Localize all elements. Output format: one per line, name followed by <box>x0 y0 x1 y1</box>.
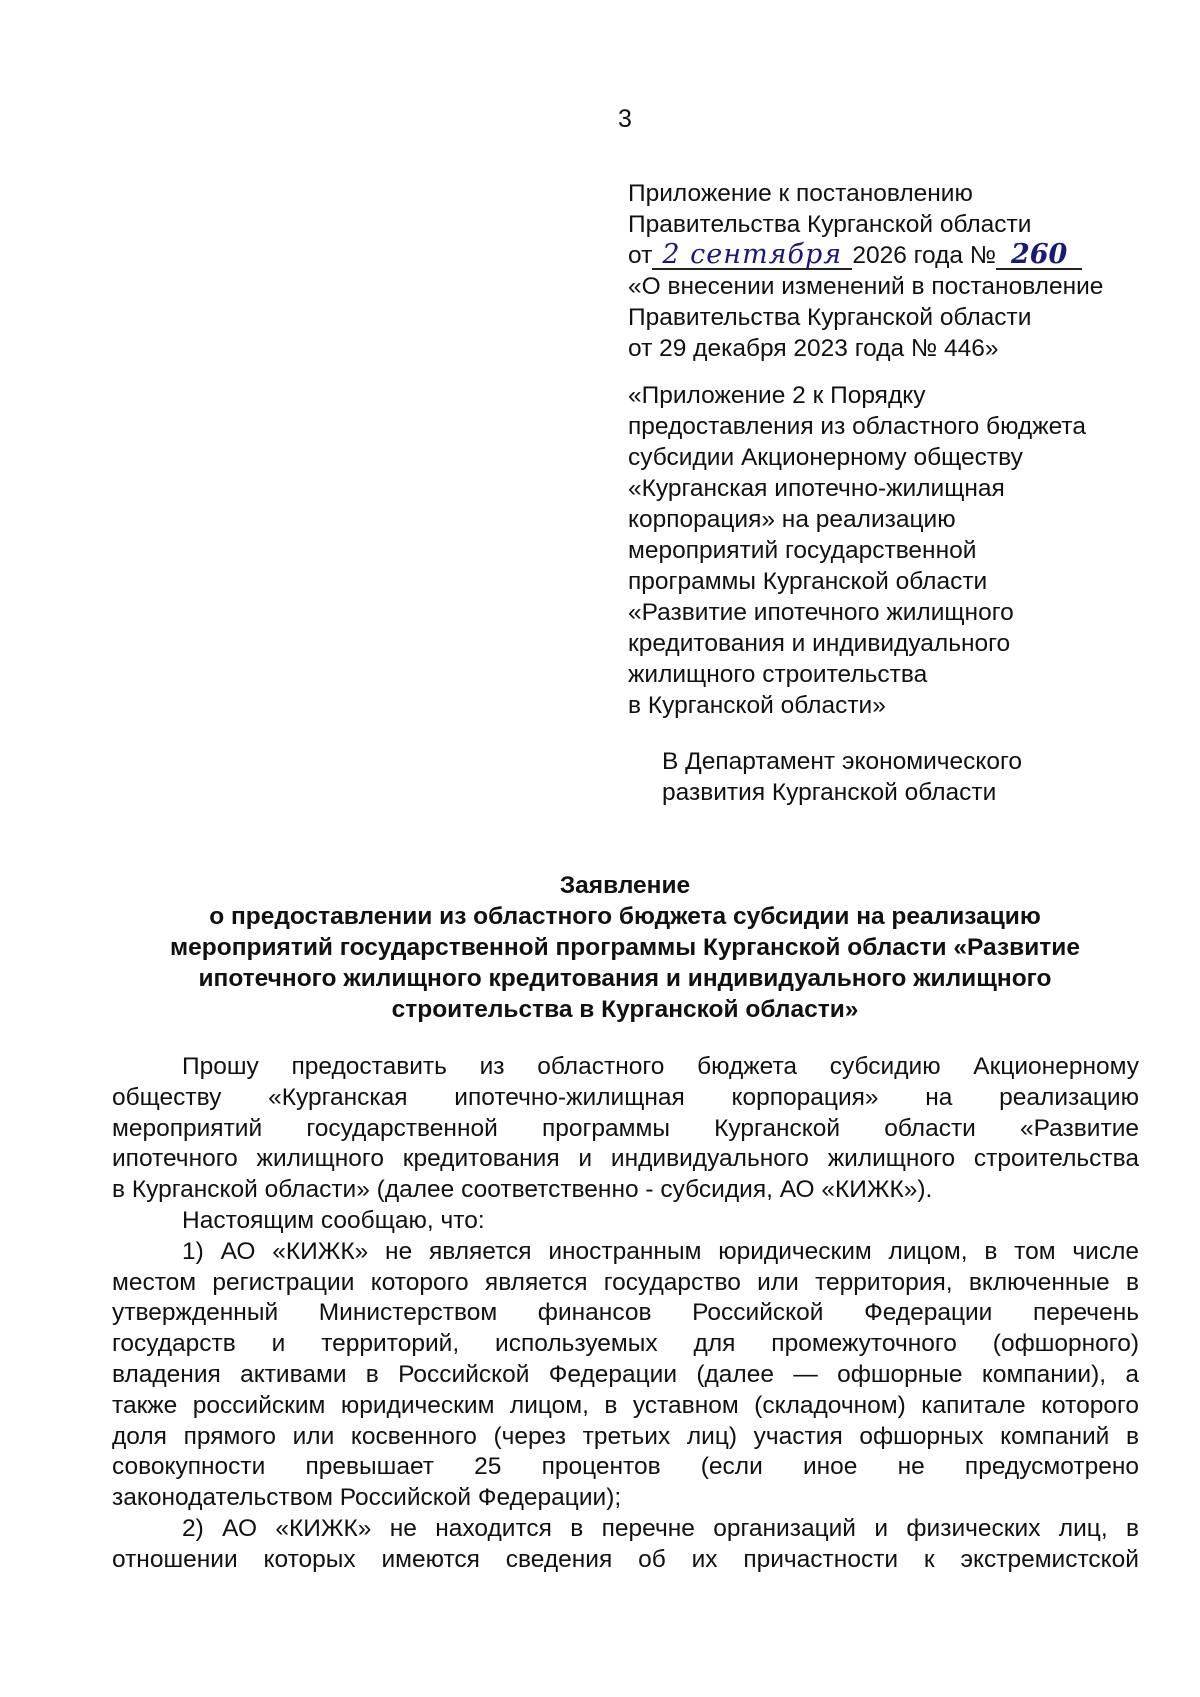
paragraph-item-2 <box>112 1514 1139 1576</box>
text-line: совокупности превышает 25 процентов (если иное не предусмотрено <box>112 1453 1139 1481</box>
paragraph-notice <box>112 1206 1139 1237</box>
text-line: доля прямого или косвенного (через третьих лиц) участия офшорных компаний в <box>112 1422 1139 1450</box>
text-line: Прошу предоставить из областного бюджета субсидию Акционерному <box>182 1053 1139 1080</box>
handwritten-date: 2 сентября <box>652 242 852 270</box>
text-line: также российским юридическим лицом, в уставном (складочном) капитале которого <box>112 1391 1139 1419</box>
text-line: владения активами в Российской Федерации (далее — офшорные компании), а <box>112 1360 1139 1388</box>
text-line: утвержденный Министерством финансов Российской Федерации перечень <box>112 1299 1139 1327</box>
order-line: предоставления из областного бюджета <box>628 413 1086 440</box>
addressee-line: В Департамент экономического <box>662 748 1023 775</box>
date-prefix: от <box>628 242 653 269</box>
order-line: «Приложение 2 к Порядку <box>628 382 926 409</box>
title-line: мероприятий государственной программы Курганской области «Развитие <box>170 934 1080 961</box>
text-line: 2) АО «КИЖК» не находится в перечне организаций и физических лиц, в <box>182 1514 1139 1542</box>
title-line: Заявление <box>559 872 691 899</box>
order-line: программы Курганской области <box>628 568 988 595</box>
document-body <box>112 1052 1139 1576</box>
order-line: в Курганской области» <box>628 692 886 719</box>
text-line: отношении которых имеются сведения об их причастности к экстремистской <box>112 1545 1139 1573</box>
text-line: законодательством Российской Федерации); <box>112 1484 622 1512</box>
appendix-line: Правительства Курганской области <box>628 304 1032 331</box>
text-line: местом регистрации которого является государство или территория, включенные в <box>112 1268 1139 1296</box>
addressee <box>662 746 1022 808</box>
appendix-line: от 29 декабря 2023 года № 446» <box>628 335 999 362</box>
title-line: ипотечного жилищного кредитования и индивидуального жилищного <box>198 965 1052 992</box>
text-line: мероприятий государственной программы Курганской области «Развитие <box>112 1114 1139 1142</box>
appendix-line: «О внесении изменений в постановление <box>628 273 1104 300</box>
appendix-header <box>628 178 1103 364</box>
appendix-line: Приложение к постановлению <box>628 180 973 207</box>
order-line: кредитования и индивидуального <box>628 630 1011 657</box>
order-line: корпорация» на реализацию <box>628 506 956 533</box>
addressee-line: развития Курганской области <box>662 779 997 806</box>
text-line: в Курганской области» (далее соответственно - субсидия, АО «КИЖК»). <box>112 1176 933 1204</box>
order-reference <box>628 380 1086 721</box>
text-line: ипотечного жилищного кредитования и индивидуального жилищного строительства <box>112 1145 1139 1173</box>
order-line: «Курганская ипотечно-жилищная <box>628 475 1005 502</box>
appendix-date-line <box>628 240 1103 271</box>
page-number: 3 <box>618 105 632 133</box>
paragraph-item-1 <box>112 1237 1139 1514</box>
date-year: 2026 года № <box>852 242 997 269</box>
appendix-line: Правительства Курганской области <box>628 211 1032 238</box>
text-line: Настоящим сообщаю, что: <box>182 1206 485 1234</box>
order-line: мероприятий государственной <box>628 537 977 564</box>
text-line: обществу «Курганская ипотечно-жилищная корпорация» на реализацию <box>112 1083 1139 1111</box>
order-line: субсидии Акционерному обществу <box>628 444 1023 471</box>
text-line: 1) АО «КИЖК» не является иностранным юридическим лицом, в том числе <box>182 1237 1139 1265</box>
order-line: «Развитие ипотечного жилищного <box>628 599 1014 626</box>
handwritten-number: 260 <box>996 242 1082 270</box>
document-title <box>100 870 1150 1025</box>
text-line: государств и территорий, используемых для промежуточного (офшорного) <box>112 1330 1139 1358</box>
title-line: о предоставлении из областного бюджета субсидии на реализацию <box>209 903 1041 930</box>
title-line: строительства в Курганской области» <box>391 996 859 1023</box>
paragraph-request <box>112 1052 1139 1206</box>
order-line: жилищного строительства <box>628 661 928 688</box>
